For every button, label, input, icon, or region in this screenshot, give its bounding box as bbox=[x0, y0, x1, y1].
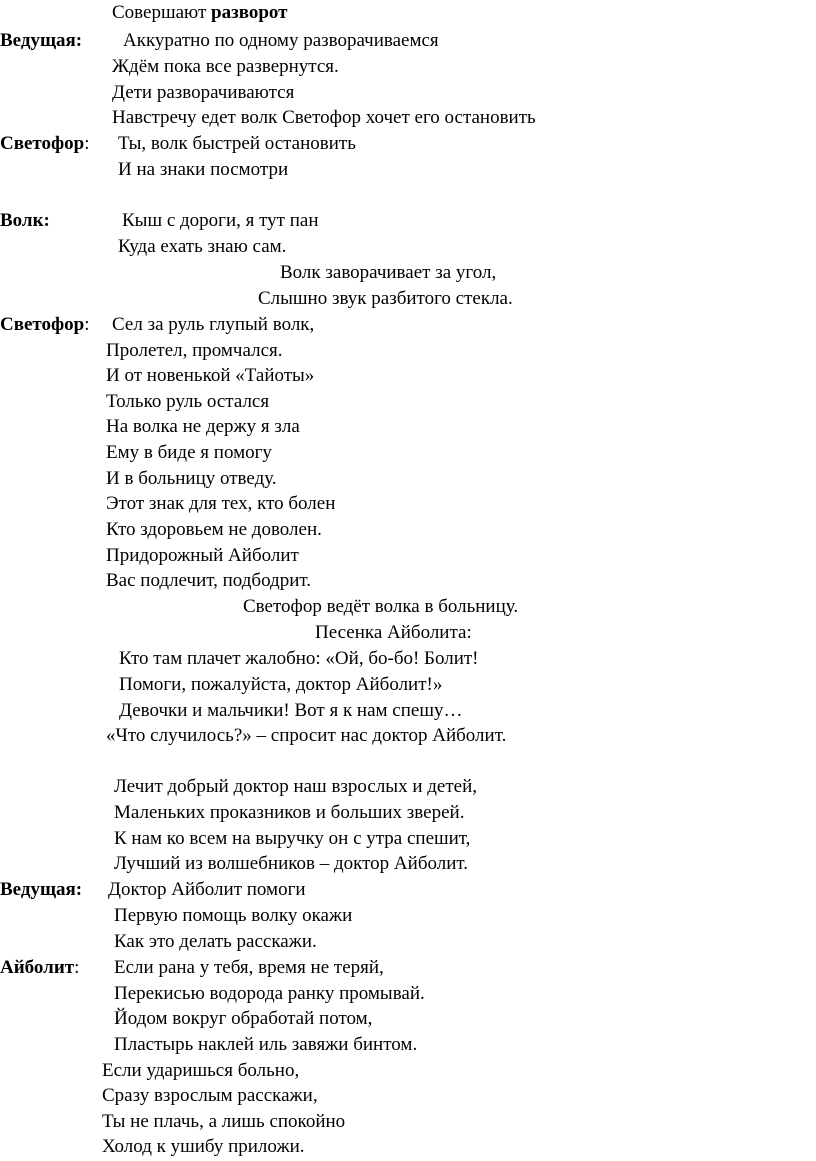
line-text: Светофор ведёт волка в больницу. bbox=[243, 596, 519, 617]
line-text: Пластырь наклей иль завяжи бинтом. bbox=[114, 1034, 418, 1055]
speaker-name: Волк: bbox=[0, 210, 50, 231]
line-text: На волка не держу я зла bbox=[106, 416, 300, 437]
line-text: Лучший из волшебников – доктор Айболит. bbox=[114, 853, 469, 874]
line-text: Ждём пока все развернутся. bbox=[112, 56, 339, 77]
line-text: «Что случилось?» – спросит нас доктор Айболит. bbox=[106, 725, 507, 746]
line-text: Кто там плачет жалобно: «Ой, бо-бо! Болит! bbox=[119, 648, 479, 669]
line-text: Пролетел, промчался. bbox=[106, 340, 283, 361]
speaker-colon: : bbox=[84, 314, 90, 335]
line-text: Вас подлечит, подбодрит. bbox=[106, 570, 311, 591]
line-text: Придорожный Айболит bbox=[106, 545, 299, 566]
line-text: Йодом вокруг обработай потом, bbox=[114, 1008, 373, 1029]
line-text: Сел за руль глупый волк, bbox=[112, 314, 315, 335]
line-text: Если ударишься больно, bbox=[102, 1060, 300, 1081]
line-text: К нам ко всем на выручку он с утра спешит, bbox=[114, 828, 471, 849]
line-text: Как это делать расскажи. bbox=[114, 931, 317, 952]
line-text: И на знаки посмотри bbox=[118, 159, 289, 180]
speaker-name: Ведущая: bbox=[0, 30, 83, 51]
line-text: Маленьких проказников и больших зверей. bbox=[114, 802, 465, 823]
speaker-name: Ведущая: bbox=[0, 879, 83, 900]
line-text: Ты, волк быстрей остановить bbox=[118, 133, 356, 154]
stage-direction-bold: разворот bbox=[211, 2, 288, 23]
line-text: Помоги, пожалуйста, доктор Айболит!» bbox=[119, 674, 443, 695]
line-text: Этот знак для тех, кто болен bbox=[106, 493, 336, 514]
stage-direction-text: Совершают bbox=[112, 2, 212, 23]
line-text: Куда ехать знаю сам. bbox=[118, 236, 287, 257]
line-text: Ты не плачь, а лишь спокойно bbox=[102, 1111, 346, 1132]
line-text: Только руль остался bbox=[106, 391, 270, 412]
line-text: Первую помощь волку окажи bbox=[114, 905, 353, 926]
speaker-colon: : bbox=[74, 957, 80, 978]
line-text: Дети разворачиваются bbox=[112, 82, 295, 103]
speaker-name: Светофор bbox=[0, 133, 85, 154]
speaker-name: Светофор bbox=[0, 314, 85, 335]
line-text: Доктор Айболит помоги bbox=[108, 879, 306, 900]
line-text: Аккуратно по одному разворачиваемся bbox=[123, 30, 439, 51]
line-text: И в больницу отведу. bbox=[106, 468, 277, 489]
line-text: Если рана у тебя, время не теряй, bbox=[114, 957, 384, 978]
line-text: Девочки и мальчики! Вот я к нам спешу… bbox=[119, 700, 463, 721]
line-text: Волк заворачивает за угол, bbox=[280, 262, 497, 283]
line-text: Перекисью водорода ранку промывай. bbox=[114, 983, 425, 1004]
line-text: Кыш с дороги, я тут пан bbox=[122, 210, 319, 231]
line-text: Навстречу едет волк Светофор хочет его остановить bbox=[112, 107, 536, 128]
line-text: Сразу взрослым расскажи, bbox=[102, 1085, 318, 1106]
line-text: Кто здоровьем не доволен. bbox=[106, 519, 322, 540]
line-text: Холод к ушибу приложи. bbox=[102, 1136, 305, 1157]
line-text: Лечит добрый доктор наш взрослых и детей, bbox=[114, 776, 477, 797]
speaker-colon: : bbox=[84, 133, 90, 154]
line-text: И от новенькой «Тайоты» bbox=[106, 365, 315, 386]
line-text: Песенка Айболита: bbox=[315, 622, 472, 643]
line-text: Ему в биде я помогу bbox=[106, 442, 272, 463]
line-text: Слышно звук разбитого стекла. bbox=[258, 288, 513, 309]
speaker-name: Айболит bbox=[0, 957, 75, 978]
